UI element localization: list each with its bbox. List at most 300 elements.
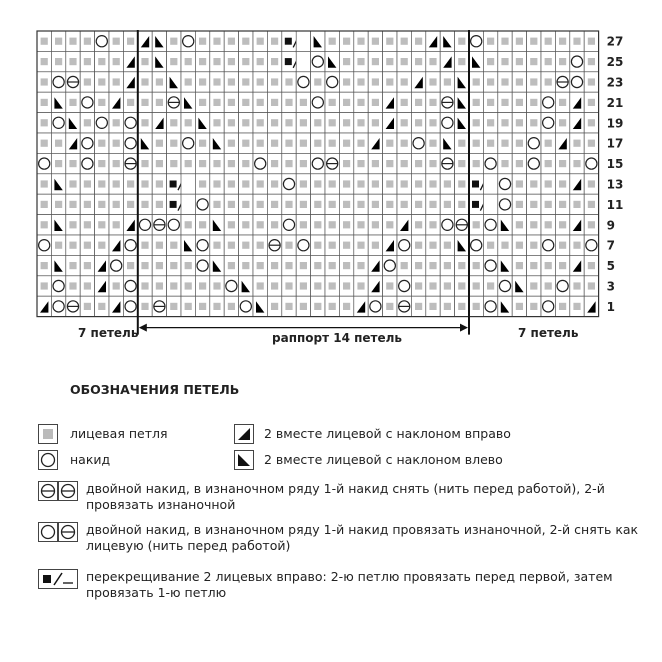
chart-cell-part	[253, 296, 267, 316]
chart-cell	[181, 133, 195, 153]
chart-cell	[354, 276, 368, 296]
chart-cell	[138, 276, 152, 296]
chart-cell	[555, 31, 569, 51]
chart-cell	[311, 72, 325, 92]
knit-symbol	[69, 201, 76, 208]
knit-symbol	[329, 201, 336, 208]
chart-cell	[95, 153, 109, 173]
knit-symbol	[271, 303, 278, 310]
chart-cell	[455, 276, 469, 296]
chart-cell	[152, 255, 166, 275]
legend-double-yo-2	[38, 522, 646, 554]
chart-cell	[469, 51, 483, 71]
knit-symbol	[113, 282, 120, 289]
chart-cell	[339, 276, 353, 296]
knit-symbol	[98, 58, 105, 65]
knit-symbol	[429, 99, 436, 106]
chart-cell	[512, 296, 526, 316]
knit-symbol	[588, 78, 595, 85]
knit-symbol	[285, 99, 292, 106]
knit-symbol	[213, 303, 220, 310]
knit-symbol	[530, 201, 537, 208]
chart-cell	[138, 92, 152, 112]
chart-cell	[224, 235, 238, 255]
knit-symbol	[429, 303, 436, 310]
chart-cell-part	[109, 296, 123, 316]
knit-symbol	[458, 38, 465, 45]
chart-cell	[368, 255, 382, 275]
chart-cell	[411, 276, 425, 296]
knit-symbol	[545, 221, 552, 228]
row-number: 23	[606, 75, 624, 90]
knit-symbol	[55, 38, 62, 45]
knit-symbol	[415, 99, 422, 106]
knit-symbol	[357, 78, 364, 85]
chart-cell	[426, 133, 440, 153]
knit-symbol	[473, 78, 480, 85]
knit-symbol	[329, 140, 336, 147]
knit-symbol	[185, 58, 192, 65]
knit-symbol	[516, 78, 523, 85]
chart-cell	[354, 153, 368, 173]
chart-cell	[469, 113, 483, 133]
knit-symbol	[242, 262, 249, 269]
chart-cell	[498, 92, 512, 112]
knit-symbol	[285, 262, 292, 269]
knit-symbol	[473, 140, 480, 147]
chart-cell	[152, 194, 166, 214]
knit-symbol	[242, 38, 249, 45]
knit-symbol	[170, 58, 177, 65]
chart-cell-part	[123, 215, 137, 235]
chart-cell	[483, 276, 497, 296]
knit-symbol	[271, 160, 278, 167]
chart-cell	[541, 51, 555, 71]
chart-cell	[354, 92, 368, 112]
knit-symbol	[458, 201, 465, 208]
chart-cell	[282, 276, 296, 296]
chart-cell	[296, 194, 310, 214]
chart-cell-part	[181, 235, 195, 255]
chart-cell	[527, 133, 541, 153]
chart-cell	[253, 296, 267, 316]
chart-cell-part	[311, 31, 325, 51]
chart-cell	[123, 133, 137, 153]
chart-cell	[426, 255, 440, 275]
knit-symbol	[314, 262, 321, 269]
chart-cell	[109, 113, 123, 133]
knit-symbol	[271, 38, 278, 45]
knit-symbol	[429, 242, 436, 249]
chart-cell	[195, 255, 209, 275]
knit-symbol	[98, 303, 105, 310]
chart-cell	[267, 255, 281, 275]
knit-symbol	[429, 221, 436, 228]
chart-cell	[253, 113, 267, 133]
knit-symbol	[559, 221, 566, 228]
knit-symbol	[156, 78, 163, 85]
chart-cell	[80, 133, 94, 153]
chart-cell	[570, 31, 584, 51]
chart-cell	[181, 215, 195, 235]
knit-symbol	[156, 160, 163, 167]
knit-symbol	[113, 221, 120, 228]
knit-symbol	[285, 160, 292, 167]
chart-cell	[123, 276, 137, 296]
chart-cell	[253, 174, 267, 194]
chart-cell-part	[469, 51, 483, 71]
knit-symbol	[156, 201, 163, 208]
chart-cell	[210, 51, 224, 71]
knit-symbol	[458, 58, 465, 65]
knit-symbol	[300, 140, 307, 147]
knit-symbol	[530, 78, 537, 85]
chart-cell	[354, 51, 368, 71]
chart-cell	[555, 92, 569, 112]
chart-cell-part	[95, 276, 109, 296]
legend-cross	[38, 569, 646, 601]
chart-cell	[66, 174, 80, 194]
chart-cell	[354, 31, 368, 51]
knit-symbol	[213, 201, 220, 208]
knit-symbol	[199, 99, 206, 106]
chart-cell	[541, 194, 555, 214]
knit-symbol	[199, 38, 206, 45]
knit-symbol	[429, 78, 436, 85]
cross-symbol	[472, 181, 479, 188]
chart-cell	[397, 72, 411, 92]
legend-k2tog-right	[234, 424, 511, 444]
chart-cell	[368, 194, 382, 214]
chart-cell	[440, 296, 454, 316]
chart-cell	[195, 174, 209, 194]
chart-cell-part	[167, 72, 181, 92]
chart-cell	[383, 235, 397, 255]
knit-symbol	[141, 242, 148, 249]
chart-cell-part	[570, 92, 584, 112]
knit-symbol	[329, 38, 336, 45]
chart-cell	[455, 113, 469, 133]
chart-cell-part	[239, 276, 253, 296]
chart-cell	[51, 255, 65, 275]
knit-symbol	[588, 99, 595, 106]
chart-cell	[181, 296, 195, 316]
chart-cell	[541, 296, 555, 316]
knit-symbol	[185, 119, 192, 126]
knit-symbol	[300, 201, 307, 208]
knit-symbol	[372, 180, 379, 187]
knit-symbol	[285, 140, 292, 147]
chart-cell	[296, 51, 310, 71]
chart-cell	[411, 296, 425, 316]
knit-symbol	[573, 282, 580, 289]
knit-symbol	[415, 303, 422, 310]
chart-cell-part	[411, 72, 425, 92]
knit-symbol	[41, 282, 48, 289]
chart-cell	[411, 31, 425, 51]
chart-cell	[267, 31, 281, 51]
knit-symbol	[127, 180, 134, 187]
chart-cell	[138, 194, 152, 214]
knit-symbol	[300, 262, 307, 269]
knit-symbol	[545, 78, 552, 85]
knit-symbol	[271, 119, 278, 126]
knit-symbol	[69, 242, 76, 249]
chart-cell	[95, 215, 109, 235]
chart-cell	[296, 255, 310, 275]
knit-symbol	[357, 201, 364, 208]
chart-cell	[555, 113, 569, 133]
chart-cell	[498, 133, 512, 153]
chart-cell	[411, 92, 425, 112]
knit-symbol	[257, 221, 264, 228]
chart-cell	[181, 92, 195, 112]
chart-cell	[195, 72, 209, 92]
chart-cell-part	[455, 92, 469, 112]
knit-symbol	[41, 201, 48, 208]
chart-cell	[339, 31, 353, 51]
knit-symbol	[386, 140, 393, 147]
chart-cell	[455, 215, 469, 235]
chart-cell-part	[455, 235, 469, 255]
knit-symbol	[530, 221, 537, 228]
chart-cell	[498, 235, 512, 255]
row-number: 5	[606, 259, 615, 274]
chart-cell-part	[51, 255, 65, 275]
chart-cell	[37, 215, 51, 235]
knit-symbol	[141, 58, 148, 65]
chart-cell-part	[152, 113, 166, 133]
chart-cell	[282, 153, 296, 173]
chart-cell	[498, 51, 512, 71]
knit-symbol	[516, 242, 523, 249]
chart-cell	[469, 31, 483, 51]
chart-cell	[368, 51, 382, 71]
chart-cell	[152, 31, 166, 51]
knit-symbol	[98, 160, 105, 167]
chart-cell	[37, 235, 51, 255]
chart-cell	[555, 235, 569, 255]
knit-symbol	[271, 140, 278, 147]
knit-symbol	[69, 38, 76, 45]
chart-cell	[311, 296, 325, 316]
chart-cell	[469, 276, 483, 296]
chart-cell	[282, 174, 296, 194]
knit-symbol	[98, 242, 105, 249]
chart-cell	[109, 153, 123, 173]
chart-cell	[95, 92, 109, 112]
chart-cell-part	[440, 31, 454, 51]
chart-cell	[440, 215, 454, 235]
chart-cell	[181, 113, 195, 133]
knit-symbol	[473, 282, 480, 289]
chart-cell	[296, 133, 310, 153]
chart-cell	[123, 153, 137, 173]
knit-symbol	[55, 201, 62, 208]
knit-symbol	[271, 282, 278, 289]
chart-cell	[80, 31, 94, 51]
chart-cell	[325, 296, 339, 316]
chart-cell	[411, 72, 425, 92]
knit-symbol	[329, 242, 336, 249]
row-number: 13	[606, 177, 624, 192]
knit-symbol	[559, 38, 566, 45]
chart-cell	[109, 92, 123, 112]
knit-symbol	[573, 201, 580, 208]
chart-cell	[282, 92, 296, 112]
knit-symbol	[84, 282, 91, 289]
knit-symbol	[156, 262, 163, 269]
chart-cell	[570, 113, 584, 133]
chart-cell	[368, 92, 382, 112]
chart-cell-part	[210, 255, 224, 275]
knit-symbol	[372, 78, 379, 85]
chart-cell	[368, 296, 382, 316]
knit-symbol	[357, 58, 364, 65]
chart-cell	[123, 235, 137, 255]
chart-cell	[95, 296, 109, 316]
chart-cell	[426, 296, 440, 316]
chart-cell	[282, 133, 296, 153]
knit-symbol	[444, 282, 451, 289]
chart-cell	[584, 296, 598, 316]
chart-cell	[311, 235, 325, 255]
chart-cell	[555, 215, 569, 235]
chart-cell-part	[570, 113, 584, 133]
chart-cell	[440, 153, 454, 173]
chart-cell	[267, 174, 281, 194]
knit-symbol	[401, 58, 408, 65]
chart-cell	[455, 153, 469, 173]
chart-cell	[66, 31, 80, 51]
chart-cell	[210, 194, 224, 214]
chart-cell	[311, 113, 325, 133]
chart-cell	[123, 174, 137, 194]
knit-symbol	[84, 262, 91, 269]
chart-cell	[483, 255, 497, 275]
knit-symbol	[429, 140, 436, 147]
chart-cell	[239, 255, 253, 275]
chart-cell	[455, 194, 469, 214]
chart-cell-part	[152, 51, 166, 71]
chart-cell	[383, 215, 397, 235]
chart-cell	[253, 153, 267, 173]
chart-cell	[469, 215, 483, 235]
chart-cell	[181, 72, 195, 92]
chart-cell	[512, 31, 526, 51]
chart-cell	[455, 255, 469, 275]
chart-cell	[325, 133, 339, 153]
knit-symbol	[357, 140, 364, 147]
right-edge-label: 7 петель	[518, 326, 579, 340]
chart-cell	[253, 51, 267, 71]
knit-symbol	[271, 99, 278, 106]
chart-cell	[224, 255, 238, 275]
chart-cell	[469, 255, 483, 275]
double-yarn-over-alt-icon	[38, 522, 80, 542]
chart-cell-part	[37, 296, 51, 316]
chart-cell	[253, 194, 267, 214]
chart-cell	[354, 255, 368, 275]
knit-symbol	[458, 262, 465, 269]
chart-cell-part	[383, 113, 397, 133]
knit-symbol	[501, 99, 508, 106]
chart-cell	[383, 174, 397, 194]
chart-cell	[311, 276, 325, 296]
knit-symbol	[84, 78, 91, 85]
knit-symbol	[314, 282, 321, 289]
chart-cell	[80, 194, 94, 214]
row-number: 3	[606, 279, 615, 294]
knit-symbol	[199, 221, 206, 228]
chart-cell-part	[181, 194, 195, 214]
chart-cell	[440, 276, 454, 296]
chart-cell	[498, 153, 512, 173]
chart-cell	[570, 276, 584, 296]
knit-symbol	[401, 99, 408, 106]
knit-symbol	[199, 303, 206, 310]
chart-cell	[455, 174, 469, 194]
chart-cell	[469, 296, 483, 316]
chart-cell	[397, 296, 411, 316]
chart-cell	[512, 113, 526, 133]
chart-cell	[80, 296, 94, 316]
chart-cell	[152, 276, 166, 296]
chart-cell	[80, 72, 94, 92]
chart-cell	[239, 215, 253, 235]
chart-cell	[483, 113, 497, 133]
chart-cell	[80, 174, 94, 194]
knit-symbol	[98, 201, 105, 208]
chart-cell	[498, 255, 512, 275]
knit-symbol	[372, 242, 379, 249]
chart-cell	[267, 194, 281, 214]
knit-symbol	[41, 262, 48, 269]
chart-cell	[541, 276, 555, 296]
chart-cell	[411, 255, 425, 275]
knit-symbol	[343, 119, 350, 126]
chart-cell	[426, 174, 440, 194]
knit-symbol	[69, 282, 76, 289]
knit-symbol	[127, 99, 134, 106]
chart-cell	[109, 51, 123, 71]
chart-cell	[181, 153, 195, 173]
knit-symbol	[588, 262, 595, 269]
knit-symbol	[487, 140, 494, 147]
chart-cell	[325, 51, 339, 71]
chart-cell	[411, 51, 425, 71]
knit-symbol	[386, 282, 393, 289]
chart-cell	[325, 174, 339, 194]
chart-cell	[239, 194, 253, 214]
chart-cell	[541, 255, 555, 275]
chart-cell	[152, 215, 166, 235]
k2tog-left-icon	[234, 450, 254, 470]
chart-cell	[426, 194, 440, 214]
knit-symbol	[516, 99, 523, 106]
knit-symbol	[588, 221, 595, 228]
chart-cell-part	[426, 31, 440, 51]
chart-cell	[325, 255, 339, 275]
chart-cell	[440, 72, 454, 92]
chart-cell	[498, 296, 512, 316]
chart-cell	[210, 31, 224, 51]
chart-cell	[152, 174, 166, 194]
chart-cell	[512, 235, 526, 255]
knit-symbol	[185, 262, 192, 269]
repeat-arrow-right-head	[460, 324, 468, 332]
chart-cell	[397, 153, 411, 173]
